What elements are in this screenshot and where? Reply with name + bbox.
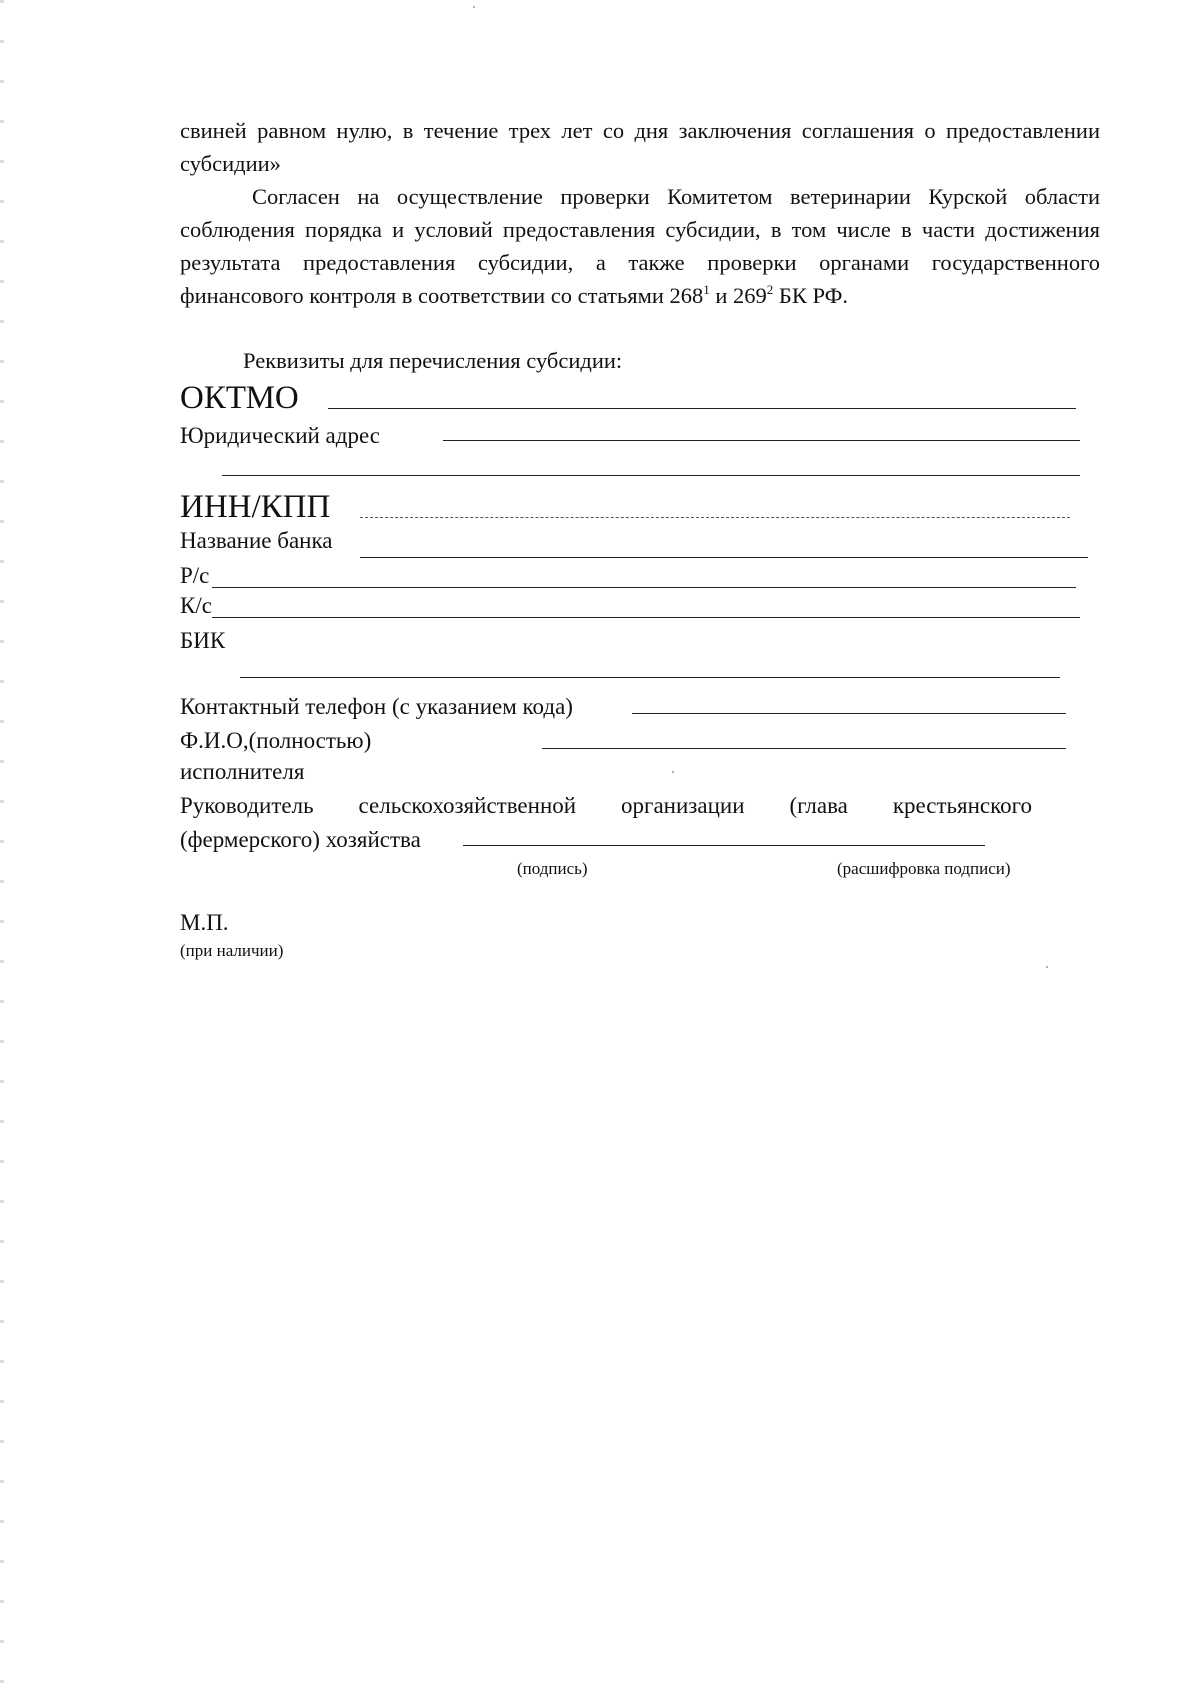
intro-continuation: свиней равном нулю, в течение трех лет со дня заключения соглашения о предоставлении субсидии» (180, 118, 1100, 176)
head-line-2: (фермерского) хозяйства (180, 827, 421, 852)
signature-decode-caption: (расшифровка подписи) (837, 859, 1011, 878)
scan-speck (672, 771, 674, 773)
bank-name-label: Название банка (180, 528, 333, 553)
bank-name-field-line[interactable] (360, 557, 1088, 558)
rs-field-line[interactable] (212, 587, 1076, 588)
consent-text: Согласен на осуществление проверки Комитетом ветеринарии Курской области соблюдения порядка и условий предоставления субсидии, в том числе в части достижения результата предоставления субсидии, а также проверки органами государственного финансового контроля в соответствии со статьями (180, 184, 1100, 308)
stamp-label: М.П. (180, 910, 229, 935)
fio-label: Ф.И.О,(полностью) (180, 728, 372, 753)
signature-field-line[interactable] (463, 845, 985, 846)
scan-speck (1046, 966, 1048, 968)
signature-caption: (подпись) (517, 859, 588, 878)
executor-label: исполнителя (180, 759, 305, 784)
ks-field-line[interactable] (212, 617, 1080, 618)
rs-label: Р/с (180, 563, 210, 588)
scan-edge (0, 0, 4, 1698)
inn-kpp-label: ИНН/КПП (180, 489, 331, 525)
budget-code: БК РФ. (778, 283, 849, 308)
phone-field-line[interactable] (632, 713, 1066, 714)
bik-field-line[interactable] (240, 677, 1060, 678)
article-268: 268 (669, 283, 704, 308)
oktmo-field-line[interactable] (328, 408, 1076, 409)
fio-field-line[interactable] (542, 748, 1066, 749)
inn-kpp-field-line[interactable] (360, 517, 1070, 518)
stamp-note: (при наличии) (180, 941, 284, 960)
legal-address-field-line-2[interactable] (222, 475, 1080, 476)
phone-label: Контактный телефон (с указанием кода) (180, 694, 573, 719)
requisites-heading: Реквизиты для перечисления субсидии: (243, 348, 623, 373)
scan-speck (473, 6, 475, 8)
legal-address-label: Юридический адрес (180, 423, 380, 448)
oktmo-label: ОКТМО (180, 380, 299, 416)
consent-paragraph (180, 180, 1100, 312)
article-269: 269 (733, 283, 767, 308)
article-269-sup: 2 (766, 282, 774, 297)
legal-address-field-line[interactable] (443, 440, 1080, 441)
bik-label: БИК (180, 628, 226, 653)
ks-label: К/с (180, 593, 212, 618)
head-line-1: Руководитель сельскохозяйственной организации (глава крестьянского (180, 793, 1032, 818)
conjunction: и (715, 283, 728, 308)
article-268-sup: 1 (703, 282, 710, 297)
